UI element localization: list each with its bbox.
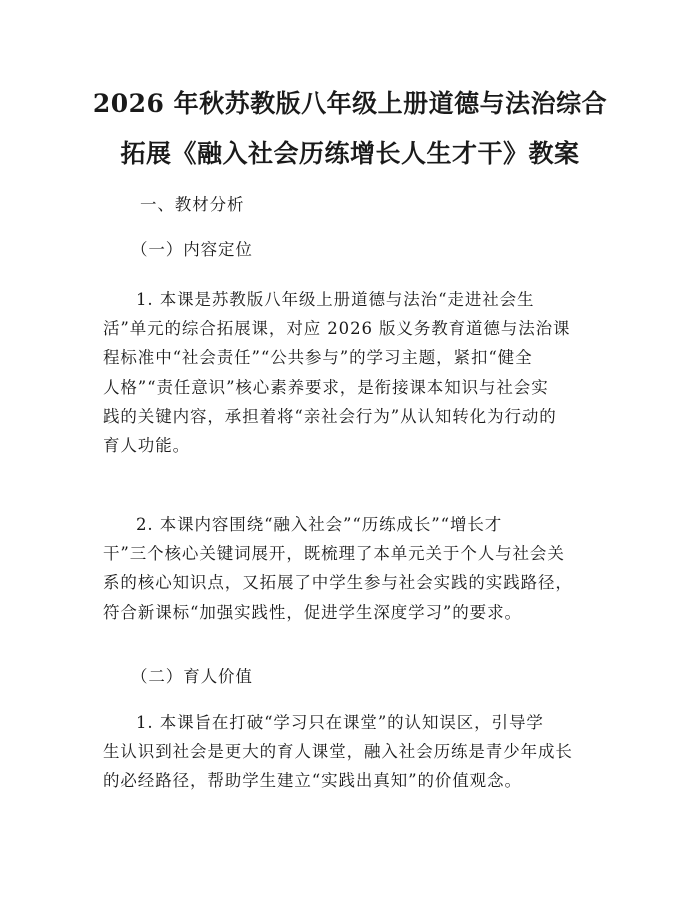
subsection-heading-content-positioning: （一）内容定位 xyxy=(131,240,253,259)
paragraph-line: 生认识到社会是更大的育人课堂，融入社会历练是青少年成长 xyxy=(103,742,573,762)
paragraph-line: 系的核心知识点，又拓展了中学生参与社会实践的实践路径， xyxy=(103,573,573,593)
subsection-heading-educational-value: （二）育人价值 xyxy=(131,667,253,686)
paragraph-line: 干”三个核心关键词展开，既梳理了本单元关于个人与社会关 xyxy=(103,544,565,564)
paragraph-line: 活”单元的综合拓展课，对应 2026 版义务教育道德与法治课 xyxy=(103,319,571,339)
paragraph-line: 程标准中“社会责任”“公共参与”的学习主题，紧扣“健全 xyxy=(103,348,533,368)
document-title-line-2: 拓展《融入社会历练增长人生才干》教案 xyxy=(120,139,580,168)
paragraph-line: 育人功能。 xyxy=(103,436,190,456)
paragraph-line: 1. 本课是苏教版八年级上册道德与法治“走进社会生 xyxy=(136,290,535,309)
paragraph-1 xyxy=(103,285,603,460)
section-heading-teaching-material-analysis: 一、教材分析 xyxy=(140,195,245,214)
document-title-line-1: 2026 年秋苏教版八年级上册道德与法治综合 xyxy=(92,89,608,118)
paragraph-line: 人格”“责任意识”核心素养要求，是衔接课本知识与社会实 xyxy=(103,377,549,397)
paragraph-2 xyxy=(103,510,603,627)
paragraph-line: 的必经路径，帮助学生建立“实践出真知”的价值观念。 xyxy=(103,771,522,791)
paragraph-line: 2. 本课内容围绕“融入社会”“历练成长”“增长才 xyxy=(136,515,503,534)
paragraph-3 xyxy=(103,708,603,796)
paragraph-line: 践的关键内容，承担着将“亲社会行为”从认知转化为行动的 xyxy=(103,406,557,426)
paragraph-line: 1. 本课旨在打破“学习只在课堂”的认知误区，引导学 xyxy=(136,713,544,732)
paragraph-line: 符合新课标“加强实践性，促进学生深度学习”的要求。 xyxy=(103,602,522,622)
